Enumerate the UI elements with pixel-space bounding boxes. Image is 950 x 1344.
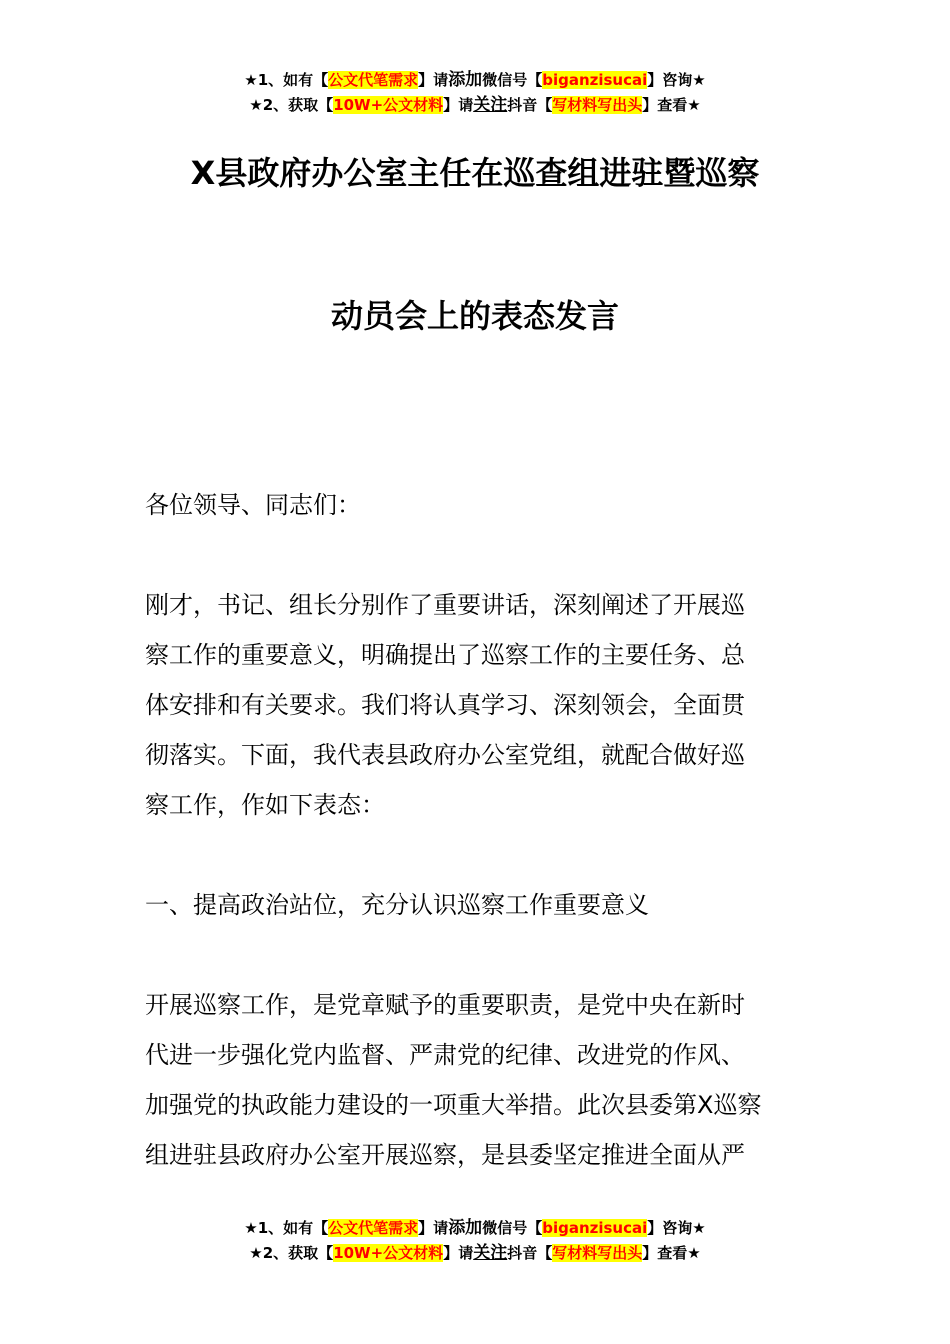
notice-text: 微信号【 [482, 1219, 543, 1237]
notice-text: 微信号【 [482, 71, 543, 89]
header-notice [0, 68, 950, 118]
paragraph-line: 代进一步强化党内监督、严肃党的纪律、改进党的作风、 [145, 1041, 745, 1069]
notice-text: 】查看★ [642, 1244, 701, 1262]
footer-notice [0, 1216, 950, 1266]
notice-text: 】请 [418, 1219, 449, 1237]
notice-line-1 [0, 68, 950, 93]
notice-highlight: biganzisucai [542, 71, 648, 89]
document-body [145, 480, 815, 1180]
notice-highlight: 公文代笔需求 [328, 71, 419, 89]
notice-text: 】请 [443, 1244, 474, 1262]
notice-highlight: 公文代笔需求 [328, 1219, 419, 1237]
notice-text: ★1、如有【 [244, 1219, 329, 1237]
notice-text: 】咨询★ [647, 1219, 706, 1237]
notice-highlight: 10W+公文材料 [333, 96, 444, 114]
paragraph-line: 察工作的重要意义，明确提出了巡察工作的主要任务、总 [145, 641, 745, 669]
paragraph-line: 加强党的执政能力建设的一项重大举措。此次县委第X巡察 [145, 1091, 762, 1119]
notice-text: 】查看★ [642, 96, 701, 114]
notice-text: 抖音【 [507, 96, 553, 114]
notice-text: 】请 [418, 71, 449, 89]
notice-line-2 [0, 1241, 950, 1266]
notice-text: ★2、获取【 [249, 96, 334, 114]
notice-text: 】咨询★ [647, 71, 706, 89]
notice-text: 】请 [443, 96, 474, 114]
notice-highlight: 10W+公文材料 [333, 1244, 444, 1262]
salutation: 各位领导、同志们： [145, 491, 361, 519]
paragraph-line: 体安排和有关要求。我们将认真学习、深刻领会，全面贯 [145, 691, 745, 719]
notice-emphasis: 添加 [448, 1218, 483, 1238]
notice-line-1 [0, 1216, 950, 1241]
document-title-line-1: X县政府办公室主任在巡查组进驻暨巡察 [190, 154, 760, 192]
section-heading: 一、提高政治站位，充分认识巡察工作重要意义 [145, 891, 649, 919]
document-title-line-2: 动员会上的表态发言 [330, 297, 619, 335]
notice-text: ★2、获取【 [249, 1244, 334, 1262]
notice-text: 抖音【 [507, 1244, 553, 1262]
notice-highlight: 写材料写出头 [552, 1244, 643, 1262]
paragraph-line: 刚才，书记、组长分别作了重要讲话，深刻阐述了开展巡 [145, 591, 745, 619]
notice-highlight: 写材料写出头 [552, 96, 643, 114]
notice-emphasis: 关注 [473, 95, 508, 115]
notice-text: ★1、如有【 [244, 71, 329, 89]
paragraph-line: 察工作，作如下表态： [145, 791, 385, 819]
notice-line-2 [0, 93, 950, 118]
notice-highlight: biganzisucai [542, 1219, 648, 1237]
paragraph-line: 彻落实。下面，我代表县政府办公室党组，就配合做好巡 [145, 741, 745, 769]
notice-emphasis: 添加 [448, 70, 483, 90]
notice-emphasis: 关注 [473, 1243, 508, 1263]
paragraph-line: 开展巡察工作，是党章赋予的重要职责，是党中央在新时 [145, 991, 745, 1019]
paragraph-line: 组进驻县政府办公室开展巡察，是县委坚定推进全面从严 [145, 1141, 745, 1169]
